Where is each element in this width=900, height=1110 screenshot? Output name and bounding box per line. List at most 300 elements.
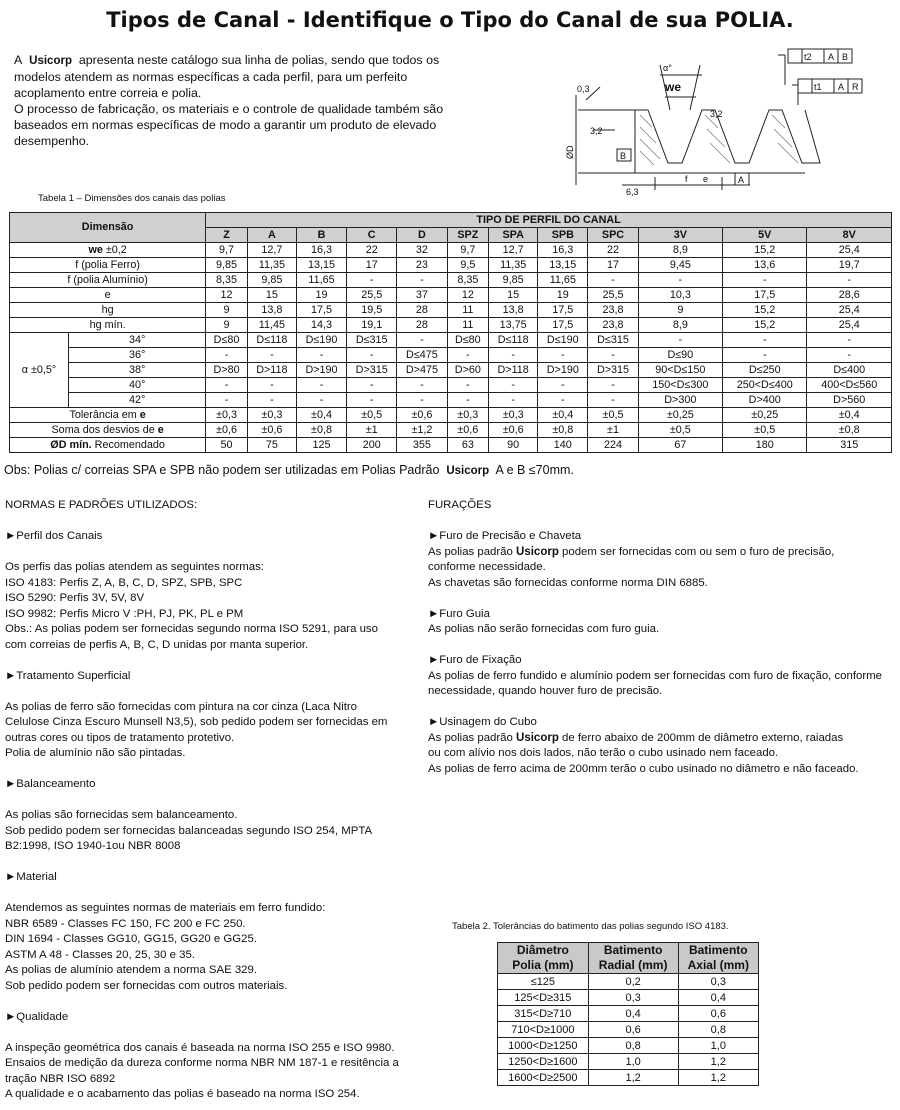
text-line: NBR 6589 - Classes FC 150, FC 200 e FC 250. [5, 917, 246, 930]
table-cell: 11,35 [489, 258, 538, 273]
text-suffix: podem ser fornecidas com ou sem o furo de precisão, [562, 545, 835, 558]
table-cell: 8,9 [638, 318, 722, 333]
standards-column [5, 498, 415, 1103]
table-cell: - [296, 393, 346, 408]
section-heading: NORMAS E PADRÕES UTILIZADOS: [5, 499, 198, 511]
table-cell: 13,8 [247, 303, 296, 318]
table-cell: 15,2 [723, 303, 807, 318]
table-row [10, 303, 892, 318]
row-label-suffix: Recomendado [91, 438, 165, 451]
table-cell: 0,3 [678, 974, 758, 990]
table-cell: 150<D≤300 [638, 378, 722, 393]
diagram-t1-label: t1 [814, 82, 822, 92]
table-cell: - [489, 393, 538, 408]
table-cell: ±0,8 [538, 423, 588, 438]
table-cell: - [247, 378, 296, 393]
row-label: f (polia Ferro) [10, 258, 206, 273]
subsection-heading: ►Furo de Fixação [428, 654, 522, 666]
profile-group-header: TIPO DE PERFIL DO CANAL [206, 213, 892, 228]
diagram-t2-label: t2 [804, 52, 812, 62]
diagram-ref-b1: B [842, 52, 849, 62]
table-cell: 355 [397, 438, 447, 453]
table-cell: 0,2 [588, 974, 678, 990]
text-line: As chavetas são fornecidas conforme norma DIN 6885. [428, 576, 708, 589]
text-suffix: de ferro abaixo de 200mm de diâmetro externo, raiadas [562, 731, 844, 744]
table-cell: ±1,2 [397, 423, 447, 438]
text-line: necessidade, quando houver furo de precisão. [428, 685, 663, 697]
axial-header-l2: Axial (mm) [687, 958, 749, 972]
table-cell: ±0,6 [247, 423, 296, 438]
dimension-header: Dimensão [10, 213, 206, 243]
table1-caption: Tabela 1 – Dimensões dos canais das polias [38, 193, 226, 204]
text-line: As polias de alumínio atendem a norma SAE 329. [5, 964, 258, 976]
table-cell: 11,65 [296, 273, 346, 288]
table-cell: 19,1 [347, 318, 397, 333]
table-cell: ±0,3 [447, 408, 489, 423]
table-row [10, 348, 892, 363]
table-cell: ±0,3 [247, 408, 296, 423]
table-cell: 19 [538, 288, 588, 303]
table-cell: ±1 [347, 423, 397, 438]
table-cell: D>475 [397, 363, 447, 378]
table-cell: 23,8 [588, 303, 638, 318]
diagram-ref-a-box: A [738, 175, 745, 185]
profile-header: A [247, 228, 296, 243]
table-cell: 1000<D≥1250 [498, 1038, 589, 1054]
table-cell: - [347, 378, 397, 393]
alpha-angle: 34° [69, 333, 206, 348]
table-cell: - [397, 333, 447, 348]
table-cell: 23 [397, 258, 447, 273]
table-row [10, 243, 892, 258]
diameter-header [498, 943, 589, 974]
row-label [10, 423, 206, 438]
table-cell: ±0,8 [296, 423, 346, 438]
table-cell: D>118 [489, 363, 538, 378]
text-line: As polias são fornecidas sem balanceamento. [5, 809, 238, 821]
table-cell: ±0,6 [397, 408, 447, 423]
table-cell: 1600<D≥2500 [498, 1070, 589, 1086]
table-cell: D≤315 [347, 333, 397, 348]
table-cell: 0,6 [678, 1006, 758, 1022]
text-line: Sob pedido podem ser fornecidas balanceadas segundo ISO 254, MPTA [5, 824, 373, 837]
table-cell: D≤250 [723, 363, 807, 378]
we-suffix: ±0,2 [102, 243, 127, 256]
table-cell: 0,6 [588, 1022, 678, 1038]
table-cell: - [397, 378, 447, 393]
table-cell: 125<D≥315 [498, 990, 589, 1006]
profile-header: 5V [723, 228, 807, 243]
table-cell: - [347, 393, 397, 408]
table-cell: ±0,3 [206, 408, 248, 423]
diagram-roughness-32: 3,2 [590, 126, 603, 136]
table-row [498, 974, 759, 990]
table-cell: ±0,5 [347, 408, 397, 423]
table-cell: D≤315 [588, 333, 638, 348]
table-cell: - [489, 348, 538, 363]
text-line: ASTM A 48 - Classes 20, 25, 30 e 35. [5, 948, 195, 961]
table-cell: - [807, 348, 892, 363]
table-row [498, 990, 759, 1006]
table-cell: - [588, 378, 638, 393]
table-cell: 8,35 [447, 273, 489, 288]
diagram-ref-a2: A [838, 82, 845, 92]
table-cell: 1,2 [678, 1054, 758, 1070]
table-cell: D≤80 [447, 333, 489, 348]
table-cell: 9 [206, 303, 248, 318]
table-cell: 9,85 [489, 273, 538, 288]
table-cell: 32 [397, 243, 447, 258]
text-line: Celulose Cinza Escuro Munsell N3,5), sob pedido podem ser fornecidas em [5, 716, 388, 728]
table-cell: 125 [296, 438, 346, 453]
table-cell: - [538, 393, 588, 408]
text-line: DIN 1694 - Classes GG10, GG15, GG20 e GG25. [5, 933, 257, 945]
text-line: As polias de ferro acima de 200mm terão o cubo usinado no diâmetro e não faceado. [428, 762, 859, 775]
intro-paragraph-2: O processo de fabricação, os materiais e o controle de qualidade também são baseados em normas específicas de modo a garantir um produto de elevado desempenho. [14, 102, 444, 148]
axial-header-l1: Batimento [688, 943, 748, 957]
table-cell: 19 [296, 288, 346, 303]
table-cell: ±1 [588, 423, 638, 438]
row-label: hg [10, 303, 206, 318]
table-row [10, 273, 892, 288]
table-cell: D≤90 [638, 348, 722, 363]
text-line: ISO 5290: Perfis 3V, 5V, 8V [5, 592, 145, 604]
text-line: As polias de ferro fundido e alumínio podem ser fornecidas com furo de fixação, conforme [428, 669, 882, 682]
text-line: Sob pedido podem ser fornecidas com outros materiais. [5, 979, 288, 992]
table-cell: 0,8 [678, 1022, 758, 1038]
table-cell: D>118 [247, 363, 296, 378]
table-row [498, 1022, 759, 1038]
diagram-f-label: f [685, 174, 688, 184]
obs-suffix: A e B ≤70mm. [495, 463, 574, 477]
table-cell: - [206, 393, 248, 408]
groove-dimensions-table [9, 212, 892, 453]
table-row [498, 1038, 759, 1054]
table-cell: 13,8 [489, 303, 538, 318]
table-cell: - [807, 273, 892, 288]
row-label [10, 408, 206, 423]
table-cell: - [447, 393, 489, 408]
text-line [428, 731, 898, 747]
table-cell: 17 [588, 258, 638, 273]
table-cell: 9,85 [247, 273, 296, 288]
table-cell: 16,3 [538, 243, 588, 258]
row-label-bold: e [139, 408, 146, 421]
table-cell: 12 [447, 288, 489, 303]
table-cell: 9,7 [447, 243, 489, 258]
profile-header: SPZ [447, 228, 489, 243]
table-cell: 250<D≤400 [723, 378, 807, 393]
table-row [10, 333, 892, 348]
text-line: Os perfis das polias atendem as seguintes normas: [5, 561, 264, 573]
profile-header: D [397, 228, 447, 243]
table-cell: ±0,8 [807, 423, 892, 438]
table-cell: 1250<D≥1600 [498, 1054, 589, 1070]
table-cell: - [247, 393, 296, 408]
diagram-roughness-03: 0,3 [577, 84, 590, 94]
table-cell: - [296, 378, 346, 393]
table-cell: - [723, 333, 807, 348]
table-cell: 1,0 [588, 1054, 678, 1070]
runout-tolerance-table [497, 942, 759, 1086]
text-prefix: As polias padrão [428, 731, 513, 744]
table-cell: D≤400 [807, 363, 892, 378]
row-label-we [10, 243, 206, 258]
row-label-bold: e [157, 423, 164, 436]
table-cell: 90 [489, 438, 538, 453]
subsection-heading: ►Qualidade [5, 1010, 69, 1023]
table-cell: 315 [807, 438, 892, 453]
table-cell: 15,2 [723, 243, 807, 258]
alpha-angle: 36° [69, 348, 206, 363]
table-cell: - [638, 333, 722, 348]
diagram-we-label: we [665, 80, 682, 94]
table-cell: D>315 [347, 363, 397, 378]
table-cell: 180 [723, 438, 807, 453]
table-cell: 25,4 [807, 318, 892, 333]
table-cell: 11,65 [538, 273, 588, 288]
table-cell: D>80 [206, 363, 248, 378]
table-cell: 15 [247, 288, 296, 303]
table-cell: 25,5 [588, 288, 638, 303]
diagram-ref-a1: A [828, 52, 835, 62]
table-cell: 25,4 [807, 243, 892, 258]
table-cell: 11,35 [247, 258, 296, 273]
table-cell: ±0,4 [296, 408, 346, 423]
pulley-groove-diagram [560, 45, 890, 205]
profile-header: 8V [807, 228, 892, 243]
table-cell: 22 [347, 243, 397, 258]
row-label: hg mín. [10, 318, 206, 333]
table-cell: 9 [206, 318, 248, 333]
table-cell: 0,8 [588, 1038, 678, 1054]
table-cell: 8,35 [206, 273, 248, 288]
table-row [498, 1054, 759, 1070]
table-cell: 23,8 [588, 318, 638, 333]
text-line: outras cores ou tipos de tratamento protetivo. [5, 731, 235, 744]
subsection-heading: ►Perfil dos Canais [5, 530, 103, 542]
row-label-prefix: Soma dos desvios de [51, 423, 158, 436]
text-line: conforme necessidade. [428, 561, 546, 573]
table-cell: - [588, 348, 638, 363]
table-cell: D≤118 [247, 333, 296, 348]
text-line: Polia de alumínio não são pintadas. [5, 747, 186, 759]
table-cell: - [638, 273, 722, 288]
diagram-roughness-32b: 3,2 [710, 109, 723, 119]
text-line: Atendemos as seguintes normas de materiais em ferro fundido: [5, 902, 326, 914]
table-cell: 9,5 [447, 258, 489, 273]
table-cell: ±0,25 [723, 408, 807, 423]
table-row [498, 1070, 759, 1086]
radial-header [588, 943, 678, 974]
table-cell: D>315 [588, 363, 638, 378]
subsection-heading: ►Furo de Precisão e Chaveta [428, 530, 582, 542]
table-cell: ±0,3 [489, 408, 538, 423]
profile-header: SPC [588, 228, 638, 243]
table-cell: D>190 [538, 363, 588, 378]
text-line: ISO 4183: Perfis Z, A, B, C, D, SPZ, SPB, SPC [5, 576, 243, 589]
profile-header: SPB [538, 228, 588, 243]
diagram-ref-b-box: B [620, 151, 627, 161]
table-cell: D≤118 [489, 333, 538, 348]
text-line: As polias não serão fornecidas com furo guia. [428, 623, 660, 635]
profile-header: C [347, 228, 397, 243]
alpha-label: α ±0,5° [10, 333, 69, 408]
table-cell: D≤80 [206, 333, 248, 348]
table-cell: 15 [489, 288, 538, 303]
section-heading: FURAÇÕES [428, 499, 492, 511]
table-cell: 28 [397, 318, 447, 333]
subsection-heading: ►Balanceamento [5, 778, 96, 790]
table-cell: 10,3 [638, 288, 722, 303]
table-row [10, 288, 892, 303]
table-cell: - [447, 348, 489, 363]
table-cell: - [588, 393, 638, 408]
table-row [498, 1006, 759, 1022]
subsection-heading: ►Usinagem do Cubo [428, 716, 537, 728]
table-cell: 13,6 [723, 258, 807, 273]
brand-name: Usicorp [516, 731, 559, 744]
table-cell: 13,15 [538, 258, 588, 273]
diameter-header-l1: Diâmetro [516, 943, 569, 957]
table-cell: 224 [588, 438, 638, 453]
table2-caption: Tabela 2. Tolerâncias do batimento das polias segundo ISO 4183. [452, 921, 729, 932]
subsection-heading: ►Tratamento Superficial [5, 669, 131, 682]
radial-header-l2: Radial (mm) [598, 958, 668, 972]
intro-text [14, 52, 469, 149]
table-cell: 50 [206, 438, 248, 453]
table-cell: 1,2 [678, 1070, 758, 1086]
table-cell: ±0,25 [638, 408, 722, 423]
table-cell: - [723, 273, 807, 288]
table-cell: - [538, 378, 588, 393]
table-cell: - [296, 348, 346, 363]
table-cell: D≤475 [397, 348, 447, 363]
table-cell: 19,5 [347, 303, 397, 318]
diameter-header-l2: Polia (mm) [512, 958, 574, 972]
text-line: ou com alívio nos dois lados, não terão o cubo usinado nem faceado. [428, 747, 779, 759]
table-cell: - [397, 393, 447, 408]
table-cell: ±0,6 [489, 423, 538, 438]
table-cell: 0,4 [588, 1006, 678, 1022]
table-cell: 15,2 [723, 318, 807, 333]
subsection-heading: ►Material [5, 871, 57, 883]
table-cell: 17,5 [538, 303, 588, 318]
table-cell: 13,75 [489, 318, 538, 333]
table-row [10, 438, 892, 453]
table-cell: 17 [347, 258, 397, 273]
drilling-column [428, 498, 898, 777]
table-cell: 12 [206, 288, 248, 303]
table-cell: 63 [447, 438, 489, 453]
table-row [10, 423, 892, 438]
we-label: we [88, 243, 103, 256]
table-cell: 1,2 [588, 1070, 678, 1086]
profile-header: SPA [489, 228, 538, 243]
text-line: As polias de ferro são fornecidas com pintura na cor cinza (Laca Nitro [5, 700, 358, 713]
diagram-ref-r: R [852, 82, 859, 92]
table-cell: 12,7 [247, 243, 296, 258]
text-line: Obs.: As polias podem ser fornecidas segundo norma ISO 5291, para uso [5, 623, 378, 635]
table-cell: 11,45 [247, 318, 296, 333]
alpha-angle: 42° [69, 393, 206, 408]
text-line: ISO 9982: Perfis Micro V :PH, PJ, PK, PL e PM [5, 607, 244, 620]
table-cell: ±0,5 [638, 423, 722, 438]
table-cell: 17,5 [296, 303, 346, 318]
table-cell: - [538, 348, 588, 363]
obs-text: Obs: Polias c/ correias SPA e SPB não podem ser utilizadas em Polias Padrão [4, 463, 440, 477]
page-title: Tipos de Canal - Identifique o Tipo do Canal de sua POLIA. [106, 8, 794, 32]
brand-name: Usicorp [29, 55, 72, 67]
obs-note [4, 463, 574, 477]
table-cell: 37 [397, 288, 447, 303]
table-cell: D>560 [807, 393, 892, 408]
table-cell: 25,4 [807, 303, 892, 318]
table-cell: 0,3 [588, 990, 678, 1006]
table-cell: 8,9 [638, 243, 722, 258]
table-cell: D>190 [296, 363, 346, 378]
table-cell: 1,0 [678, 1038, 758, 1054]
table-row [10, 393, 892, 408]
table-cell: D≤190 [538, 333, 588, 348]
profile-header: Z [206, 228, 248, 243]
table-cell: D≤190 [296, 333, 346, 348]
intro-prefix: A [14, 53, 23, 67]
diagram-roughness-63: 6,3 [626, 187, 639, 197]
table-row [10, 318, 892, 333]
table-cell: 0,4 [678, 990, 758, 1006]
table-row [10, 363, 892, 378]
alpha-angle: 38° [69, 363, 206, 378]
table-cell: D>300 [638, 393, 722, 408]
table-cell: 14,3 [296, 318, 346, 333]
table-cell: 11 [447, 303, 489, 318]
table-cell: 9,85 [206, 258, 248, 273]
table-row [10, 408, 892, 423]
table-cell: 16,3 [296, 243, 346, 258]
table-cell: - [347, 348, 397, 363]
table-cell: 75 [247, 438, 296, 453]
table-cell: 90<D≤150 [638, 363, 722, 378]
table-cell: 13,15 [296, 258, 346, 273]
table-cell: 19,7 [807, 258, 892, 273]
row-label-bold: ØD mín. [50, 438, 92, 451]
table-cell: ±0,5 [723, 423, 807, 438]
table-cell: - [588, 273, 638, 288]
table-cell: 9 [638, 303, 722, 318]
table-cell: ±0,4 [807, 408, 892, 423]
table-row [10, 258, 892, 273]
text-line: A qualidade e o acabamento das polias é baseado na norma ISO 254. [5, 1088, 360, 1100]
obs-brand: Usicorp [446, 465, 490, 477]
table-cell: - [723, 348, 807, 363]
table-cell: 67 [638, 438, 722, 453]
row-label [10, 438, 206, 453]
table-cell: ±0,6 [206, 423, 248, 438]
table-cell: 25,5 [347, 288, 397, 303]
table-cell: 315<D≥710 [498, 1006, 589, 1022]
table-cell: 9,45 [638, 258, 722, 273]
table-cell: - [206, 348, 248, 363]
table-cell: 140 [538, 438, 588, 453]
profile-header: B [296, 228, 346, 243]
table-cell: - [206, 378, 248, 393]
diagram-e-label: e [703, 174, 709, 184]
table-row [10, 378, 892, 393]
alpha-angle: 40° [69, 378, 206, 393]
text-line: com correias de perfis A, B, C, D unidas por manta superior. [5, 638, 309, 651]
table-cell: ±0,5 [588, 408, 638, 423]
